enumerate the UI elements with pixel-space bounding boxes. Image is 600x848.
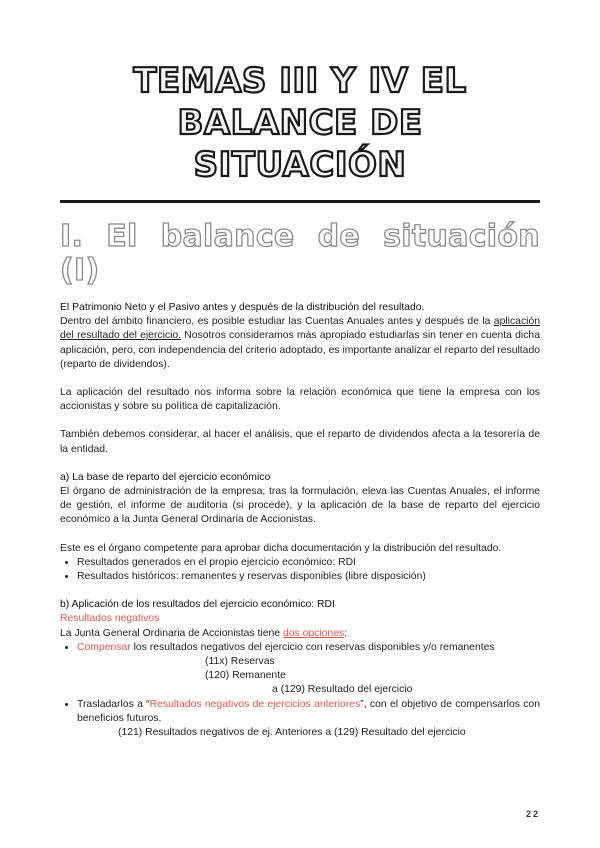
list-item: • Resultados generados en el propio ejercicio económico: RDI — [77, 556, 540, 570]
section-b-intro — [60, 627, 540, 641]
dos-opciones-link[interactable]: dos opciones — [282, 627, 345, 639]
journal-entry-121: (121) Resultados negativos de ej. Anteriores a (129) Resultado del ejercicio — [118, 727, 466, 739]
title-line-2: BALANCE DE — [177, 103, 423, 143]
section-heading — [60, 220, 540, 288]
section-a-heading: a) La base de reparto del ejercicio económico — [60, 471, 271, 483]
aplicacion-link[interactable]: aplicación del resultado del ejercicio. — [60, 316, 541, 342]
option-trasladar-text: Trasladarlos a “ — [77, 698, 150, 710]
option-trasladar-text-cont: ”, con el objetivo de compensarlos con beneficios futuros. — [77, 698, 540, 724]
journal-entry-reservas: (11x) Reservas — [205, 656, 275, 668]
resultados-negativos-term: Resultados negativos de ejercicios anteriores — [149, 698, 361, 710]
section-b-options — [60, 641, 540, 655]
heading-word: situación — [383, 219, 540, 254]
intro-paragraph-3: También debemos considerar, al hacer el análisis, que el reparto de dividendos afecta a la tesorería de la entidad. — [60, 429, 540, 455]
option-trasladar — [77, 698, 540, 726]
page-number: 22 — [525, 809, 540, 819]
intro-paragraph-1 — [60, 315, 540, 372]
journal-entry-resultado: a (129) Resultado del ejercicio — [272, 684, 413, 696]
document-title — [60, 60, 540, 186]
section-b-subheading: Resultados negativos — [60, 613, 160, 625]
intro-subtitle: El Patrimonio Neto y el Pasivo antes y después de la distribución del resultado. — [60, 302, 425, 313]
section-b-intro-text: La Junta General Ordinaria de Accionistas tiene — [60, 627, 283, 639]
section-heading-line-2: (I) — [60, 253, 100, 288]
title-line-1: TEMAS III Y IV EL — [133, 61, 467, 101]
section-b-intro-colon: : — [344, 627, 348, 639]
heading-word: I. — [60, 219, 84, 254]
section-heading-line-1 — [60, 220, 540, 254]
section-b-options-2 — [60, 698, 540, 726]
title-line-3: SITUACIÓN — [193, 145, 407, 185]
section-b-heading: b) Aplicación de los resultados del ejercicio económico: RDI — [60, 599, 335, 611]
intro-paragraph-2: La aplicación del resultado nos informa sobre la relación económica que tiene la empresa con los accionistas y sobre su política de capitalización. — [60, 387, 540, 413]
heading-word: balance — [160, 219, 295, 254]
compensar-term: Compensar — [77, 641, 131, 653]
option-compensar-text: los resultados negativos del ejercicio con reservas disponibles y/o remanentes — [130, 641, 495, 653]
section-a-paragraph-2: Este es el órgano competente para aprobar dicha documentación y la distribución del resultado. — [60, 542, 502, 554]
section-a-paragraph-1: El órgano de administración de la empresa, tras la formulación, eleva las Cuentas Anuales, el informe de gestión, el informe de auditoría (si procede), y la aplicación de la base de reparto del ejercicio económico a la Junta General Ordinaria de Accionistas. — [60, 486, 540, 526]
journal-entry-remanente: (120) Remanente — [205, 670, 286, 682]
heading-word: de — [317, 219, 361, 254]
document-body — [60, 301, 540, 740]
option-compensar — [77, 641, 540, 655]
list-item: • Resultados históricos: remanentes y reservas disponibles (libre disposición) — [77, 570, 540, 584]
title-divider — [60, 200, 540, 203]
section-a-list — [60, 556, 540, 584]
heading-word: El — [106, 219, 138, 254]
intro-p1-text-cont: Nosotros consideramos más apropiado estudiarlas sin tener en cuenta dicha aplicación, pero, con independencia del criterio adoptado, es importante analizar el reparto del resultado (reparto de dividendos). — [60, 330, 541, 370]
intro-p1-text: Dentro del ámbito financiero, es posible estudiar las Cuentas Anuales antes y después de la — [60, 316, 491, 328]
